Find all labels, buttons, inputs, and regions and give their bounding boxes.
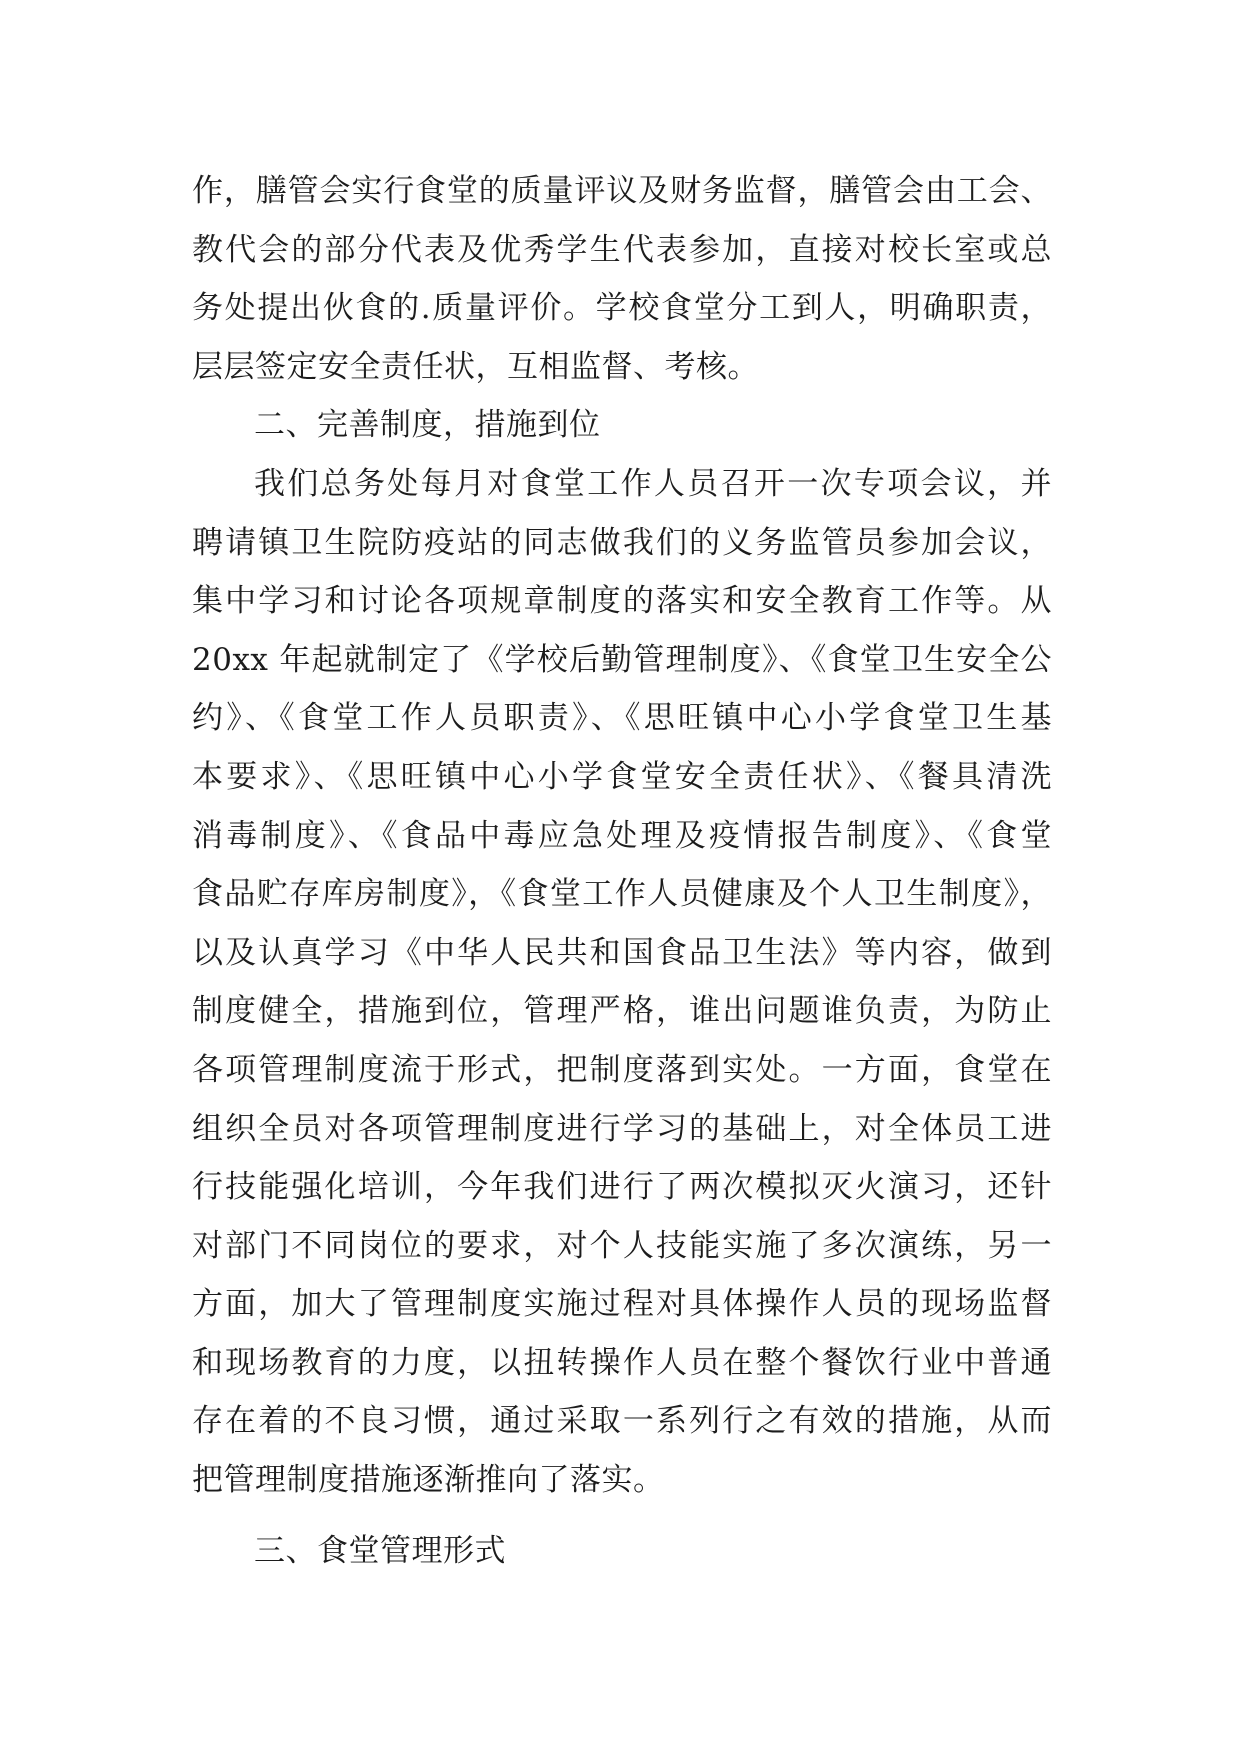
body-line: 教代会的部分代表及优秀学生代表参加，直接对校长室或总 [192, 231, 1052, 268]
body-line: 消毒制度》、《食品中毒应急处理及疫情报告制度》、《食堂 [192, 817, 1052, 854]
body-line: 我们总务处每月对食堂工作人员召开一次专项会议，并 [254, 465, 1052, 502]
body-line: 务处提出伙食的.质量评价。学校食堂分工到人，明确职责， [192, 290, 1052, 327]
document-body [192, 162, 1052, 1580]
body-line: 约》、《食堂工作人员职责》、《思旺镇中心小学食堂卫生基 [192, 700, 1052, 737]
body-line: 聘请镇卫生院防疫站的同志做我们的义务监管员参加会议， [192, 524, 1052, 561]
body-line: 对部门不同岗位的要求，对个人技能实施了多次演练，另一 [192, 1227, 1052, 1264]
section-heading-2: 二、完善制度，措施到位 [254, 407, 601, 444]
body-line: 各项管理制度流于形式，把制度落到实处。一方面，食堂在 [192, 1051, 1052, 1088]
body-line: 食品贮存库房制度》，《食堂工作人员健康及个人卫生制度》， [192, 876, 1052, 913]
body-line: 以及认真学习《中华人民共和国食品卫生法》等内容，做到 [192, 934, 1052, 971]
body-line: 层层签定安全责任状，互相监督、考核。 [192, 348, 759, 385]
body-line: 行技能强化培训，今年我们进行了两次模拟灭火演习，还针 [192, 1169, 1052, 1206]
body-line: 集中学习和讨论各项规章制度的落实和安全教育工作等。从 [192, 583, 1052, 620]
body-line: 20xx 年起就制定了《学校后勤管理制度》、《食堂卫生安全公 [192, 641, 1052, 678]
body-line: 本要求》、《思旺镇中心小学食堂安全责任状》、《餐具清洗 [192, 758, 1052, 795]
body-line: 作，膳管会实行食堂的质量评议及财务监督，膳管会由工会、 [192, 173, 1052, 209]
body-line: 把管理制度措施逐渐推向了落实。 [192, 1462, 665, 1499]
body-line: 和现场教育的力度，以扭转操作人员在整个餐饮行业中普通 [192, 1344, 1052, 1381]
body-line: 组织全员对各项管理制度进行学习的基础上，对全体员工进 [192, 1110, 1052, 1147]
body-line: 方面，加大了管理制度实施过程对具体操作人员的现场监督 [192, 1286, 1052, 1323]
body-line: 存在着的不良习惯，通过采取一系列行之有效的措施，从而 [192, 1403, 1052, 1440]
body-line: 制度健全，措施到位，管理严格，谁出问题谁负责，为防止 [192, 993, 1052, 1030]
section-heading-3: 三、食堂管理形式 [254, 1532, 506, 1569]
